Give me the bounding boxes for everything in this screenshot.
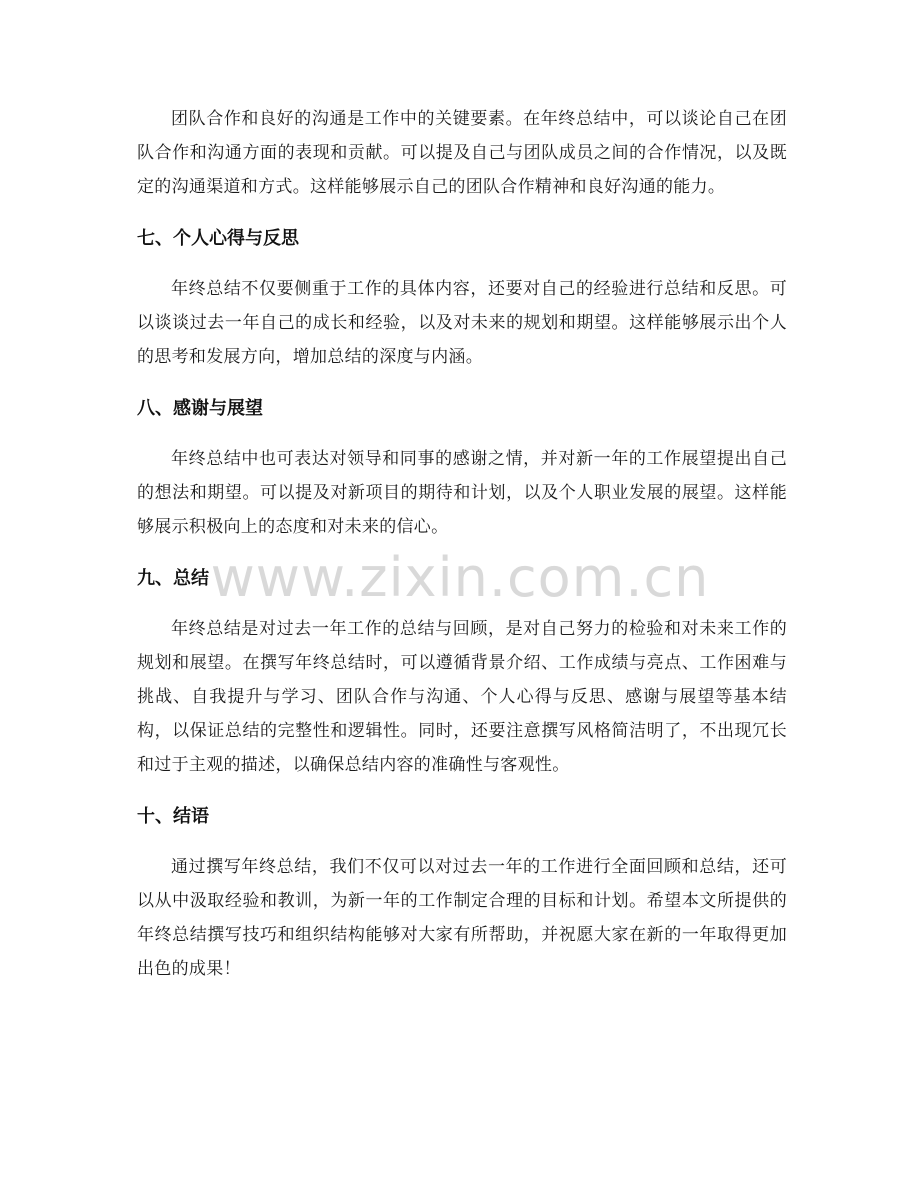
paragraph-summary: 年终总结是对过去一年工作的总结与回顾，是对自己努力的检验和对未来工作的规划和展望。在撰写年终总结时，可以遵循背景介绍、工作成绩与亮点、工作困难与挑战、自我提升与学习、团队合作与沟通、个人心得与反思、感谢与展望等基本结构，以保证总结的完整性和逻辑性。同时，还要注意撰写风格简洁明了，不出现冗长和过于主观的描述，以确保总结内容的准确性与客观性。: [137, 619, 787, 775]
document-body: [137, 102, 787, 986]
paragraph-conclusion: 通过撰写年终总结，我们不仅可以对过去一年的工作进行全面回顾和总结，还可以从中汲取经验和教训，为新一年的工作制定合理的目标和计划。希望本文所提供的年终总结撰写技巧和组织结构能够对大家有所帮助，并祝愿大家在新的一年取得更加出色的成果！: [137, 857, 787, 979]
section-heading-10: 十、结语: [137, 806, 209, 827]
paragraph-reflection: 年终总结不仅要侧重于工作的具体内容，还要对自己的经验进行总结和反思。可以谈谈过去一年自己的成长和经验，以及对未来的规划和期望。这样能够展示出个人的思考和发展方向，增加总结的深度与内涵。: [137, 279, 787, 367]
section-heading-7: 七、个人心得与反思: [137, 228, 299, 249]
section-heading-9: 九、总结: [137, 568, 209, 589]
paragraph-teamwork: 团队合作和良好的沟通是工作中的关键要素。在年终总结中，可以谈论自己在团队合作和沟通方面的表现和贡献。可以提及自己与团队成员之间的合作情况，以及既定的沟通渠道和方式。这样能够展示自己的团队合作精神和良好沟通的能力。: [137, 109, 787, 197]
section-heading-8: 八、感谢与展望: [137, 398, 263, 419]
watermark-text: www.zixin.com.cn: [210, 546, 710, 609]
paragraph-thanks-outlook: 年终总结中也可表达对领导和同事的感谢之情，并对新一年的工作展望提出自己的想法和期望。可以提及对新项目的期待和计划，以及个人职业发展的展望。这样能够展示积极向上的态度和对未来的信心。: [137, 449, 787, 537]
